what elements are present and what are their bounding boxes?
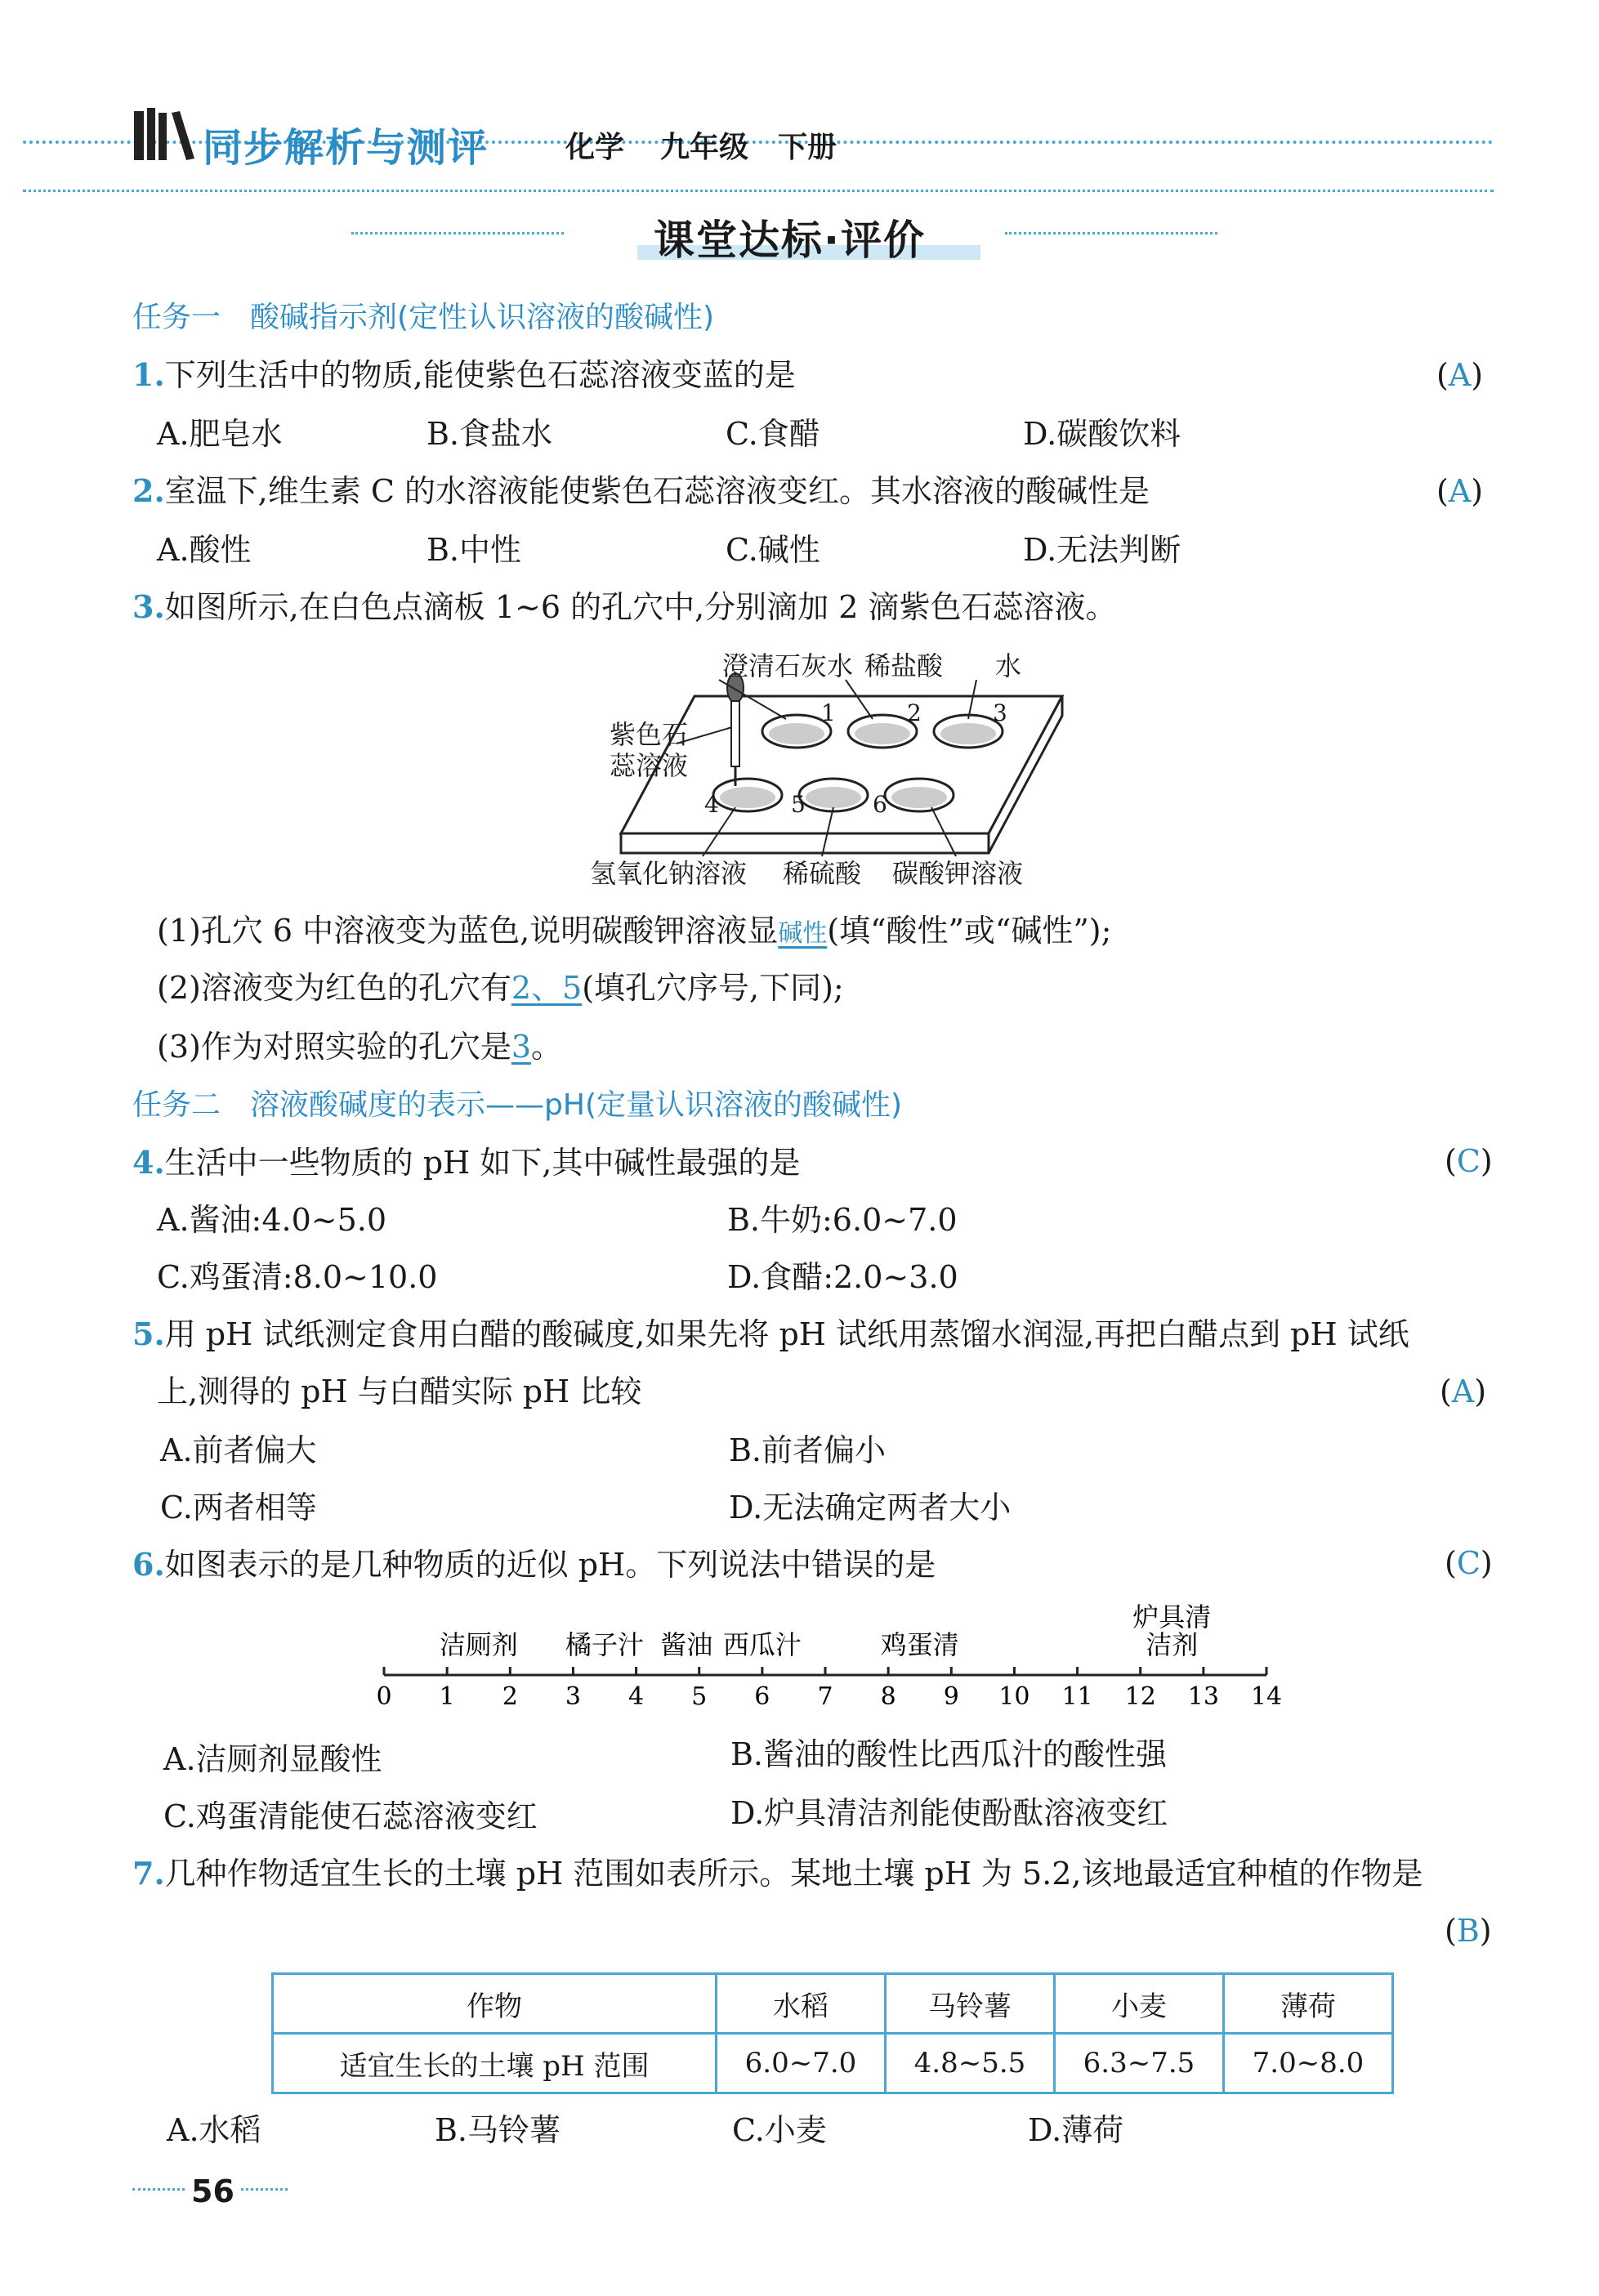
- well-6: [885, 779, 954, 811]
- q2-option-d[interactable]: D.无法判断: [1023, 532, 1181, 568]
- book-title: 同步解析与测评: [203, 125, 489, 171]
- label-k2co3: 碳酸钾溶液: [892, 858, 1024, 889]
- well-number-6: 6: [873, 791, 887, 818]
- q4-answer-value: C: [1456, 1143, 1481, 1179]
- q4-stem: [132, 1144, 800, 1182]
- q3-sub2-text: (2)溶液变为红色的孔穴有: [157, 970, 511, 1006]
- task2-title: [132, 1087, 902, 1124]
- q1-text: 下列生活中的物质,能使紫色石蕊溶液变蓝的是: [164, 357, 796, 393]
- table-cell: 7.0~8.0: [1224, 2034, 1393, 2093]
- q3-sub3: [157, 1028, 562, 1065]
- q5-option-c[interactable]: C.两者相等: [160, 1490, 317, 1525]
- section-title: 课堂达标·评价: [654, 217, 926, 264]
- table-cell: 6.3~7.5: [1055, 2034, 1224, 2093]
- label-litmus-2: 蕊溶液: [610, 750, 689, 781]
- q6-option-d[interactable]: D.炉具清洁剂能使酚酞溶液变红: [730, 1795, 1168, 1831]
- q4-option-d[interactable]: D.食醋:2.0~3.0: [727, 1259, 958, 1295]
- q4-option-c[interactable]: C.鸡蛋清:8.0~10.0: [157, 1259, 438, 1295]
- q6-option-a[interactable]: A.洁厕剂显酸性: [163, 1741, 382, 1777]
- label-water: 水: [995, 650, 1022, 681]
- q3-sub2-hint: (填孔穴序号,下同);: [582, 970, 844, 1006]
- q3-stem: [132, 588, 1117, 626]
- ph-scale-svg: [360, 1601, 1307, 1716]
- q6-answer: (C): [1445, 1545, 1493, 1581]
- q2-text: 室温下,维生素 C 的水溶液能使紫色石蕊溶液变红。其水溶液的酸碱性是: [164, 473, 1150, 509]
- ph-tick-label: 10: [998, 1682, 1030, 1711]
- ph-substance-label: 洁剂: [1146, 1629, 1199, 1660]
- ph-tick-label: 5: [691, 1682, 708, 1711]
- q1-option-b[interactable]: B.食盐水: [427, 416, 553, 452]
- ph-tick-label: 13: [1187, 1682, 1219, 1711]
- ph-tick-label: 9: [943, 1682, 959, 1711]
- well-5: [799, 779, 868, 811]
- q7-stem: [132, 1855, 1423, 1892]
- q3-sub1-answer: 碱性: [778, 919, 828, 948]
- q3-sub1-hint: (填“酸性”或“碱性”);: [827, 913, 1112, 949]
- q7-option-c[interactable]: C.小麦: [732, 2112, 827, 2148]
- page-number: 56: [185, 2173, 241, 2209]
- q5-option-d[interactable]: D.无法确定两者大小: [729, 1490, 1012, 1525]
- q3-sub3-answer: 3: [511, 1029, 532, 1065]
- q7-option-b[interactable]: B.马铃薯: [435, 2112, 561, 2148]
- plate-front: [621, 833, 989, 853]
- table-cell: 适宜生长的土壤 pH 范围: [273, 2034, 717, 2093]
- ph-scale-figure: [360, 1601, 1307, 1716]
- q1-option-c[interactable]: C.食醋: [726, 416, 820, 452]
- q5-answer: (A): [1440, 1374, 1487, 1409]
- ph-substance-label: 酱油: [660, 1629, 713, 1660]
- well-number-1: 1: [821, 699, 836, 726]
- label-naoh: 氢氧化钠溶液: [590, 858, 748, 889]
- q3-sub1: [157, 912, 1111, 953]
- q3-sub1-text: (1)孔穴 6 中溶液变为蓝色,说明碳酸钾溶液显: [157, 913, 779, 949]
- q2-option-a[interactable]: A.酸性: [157, 532, 252, 568]
- q7-answer-value: B: [1456, 1913, 1480, 1949]
- task1-title-main: 任务一 酸碱指示剂: [132, 301, 398, 334]
- well-4: [713, 779, 782, 811]
- q4-text: 生活中一些物质的 pH 如下,其中碱性最强的是: [164, 1145, 801, 1181]
- q6-option-c[interactable]: C.鸡蛋清能使石蕊溶液变红: [163, 1798, 538, 1834]
- label-dilute-hcl: 稀盐酸: [864, 650, 944, 681]
- q5-stem-line1: [132, 1316, 1409, 1353]
- q5-answer-value: A: [1451, 1374, 1475, 1409]
- q1-answer: (A): [1436, 357, 1484, 393]
- well-number-2: 2: [907, 699, 922, 726]
- q3-sub3-text: (3)作为对照实验的孔穴是: [157, 1029, 511, 1065]
- ph-substance-label: 西瓜汁: [722, 1629, 802, 1660]
- subject: 化学: [565, 131, 625, 164]
- grade: 九年级: [660, 131, 749, 164]
- q1-option-a[interactable]: A.肥皂水: [157, 416, 283, 452]
- q1-option-d[interactable]: D.碳酸饮料: [1023, 416, 1181, 452]
- q5-option-a[interactable]: A.前者偏大: [160, 1432, 317, 1468]
- ph-substance-label: 橘子汁: [565, 1629, 645, 1660]
- q3-sub3-end: 。: [531, 1029, 563, 1065]
- q7-option-a[interactable]: A.水稻: [167, 2112, 261, 2148]
- q4-option-b[interactable]: B.牛奶:6.0~7.0: [727, 1202, 958, 1238]
- q7-number: 7.: [132, 1855, 165, 1892]
- q7-text: 几种作物适宜生长的土壤 pH 范围如表所示。某地土壤 pH 为 5.2,该地最适宜种植的作物是: [164, 1856, 1423, 1892]
- well-number-5: 5: [791, 791, 806, 818]
- ph-tick-label: 2: [502, 1682, 518, 1711]
- table-cell: 4.8~5.5: [886, 2034, 1055, 2093]
- ph-tick-label: 3: [565, 1682, 581, 1711]
- q3-sub2-answer: 2、5: [511, 970, 583, 1006]
- header-dotted-line-bottom: [23, 190, 1494, 192]
- q5-stem-line2: 上,测得的 pH 与白醋实际 pH 比较: [157, 1374, 642, 1409]
- q3-text: 如图所示,在白色点滴板 1~6 的孔穴中,分别滴加 2 滴紫色石蕊溶液。: [164, 589, 1117, 625]
- ph-tick-label: 7: [817, 1682, 833, 1711]
- q4-option-a[interactable]: A.酱油:4.0~5.0: [157, 1202, 387, 1238]
- ph-substance-label: 鸡蛋清: [880, 1629, 959, 1660]
- q2-stem: [132, 472, 1150, 510]
- ph-tick-label: 12: [1124, 1682, 1156, 1711]
- q6-option-b[interactable]: B.酱油的酸性比西瓜汁的酸性强: [730, 1736, 1168, 1772]
- task1-title: [132, 299, 714, 337]
- q2-answer: (A): [1436, 473, 1484, 509]
- task1-subtitle: (定性认识溶液的酸碱性): [397, 301, 715, 334]
- label-limewater: 澄清石灰水: [722, 650, 854, 681]
- q6-answer-value: C: [1456, 1545, 1481, 1581]
- q3-sub2: [157, 969, 844, 1007]
- crop-ph-table: [271, 1972, 1394, 2094]
- q6-stem: [132, 1546, 936, 1584]
- ph-tick-label: 14: [1250, 1682, 1283, 1711]
- table-cell: 6.0~7.0: [717, 2034, 886, 2093]
- q1-answer-value: A: [1448, 357, 1472, 393]
- q2-option-b[interactable]: B.中性: [427, 532, 522, 568]
- q4-answer: (C): [1445, 1143, 1493, 1179]
- q7-option-d[interactable]: D.薄荷: [1028, 2112, 1124, 2148]
- q1-stem: [132, 356, 796, 394]
- task2-title-main: 任务二 溶液酸碱度的表示——pH: [132, 1088, 585, 1122]
- ph-tick-label: 0: [376, 1682, 392, 1711]
- q7-answer: (B): [1445, 1913, 1492, 1949]
- q5-option-b[interactable]: B.前者偏小: [729, 1432, 887, 1468]
- q6-text: 如图表示的是几种物质的近似 pH。下列说法中错误的是: [164, 1547, 936, 1583]
- task2-subtitle: (定量认识溶液的酸碱性): [584, 1088, 903, 1122]
- volume: 下册: [778, 131, 837, 164]
- q5-text-1: 用 pH 试纸测定食用白醋的酸碱度,如果先将 pH 试纸用蒸馏水润湿,再把白醋点到 pH 试纸: [164, 1316, 1409, 1352]
- q6-number: 6.: [132, 1546, 165, 1583]
- ph-substance-label: 炉具清: [1132, 1601, 1212, 1633]
- q1-number: 1.: [132, 356, 165, 393]
- ph-tick-label: 11: [1061, 1682, 1093, 1711]
- q2-option-c[interactable]: C.碱性: [726, 532, 820, 568]
- q4-number: 4.: [132, 1144, 165, 1181]
- table-header-row: [273, 1974, 1393, 2034]
- q2-answer-value: A: [1448, 473, 1472, 509]
- books-logo-icon: [132, 105, 198, 163]
- ph-tick-label: 8: [880, 1682, 896, 1711]
- label-litmus-1: 紫色石: [610, 719, 689, 750]
- table-row: [273, 2034, 1393, 2093]
- table-header-cell: 薄荷: [1224, 1974, 1393, 2034]
- q3-number: 3.: [132, 588, 165, 625]
- ph-tick-label: 6: [754, 1682, 770, 1711]
- ph-tick-label: 1: [439, 1682, 455, 1711]
- ph-tick-label: 4: [628, 1682, 645, 1711]
- q2-number: 2.: [132, 472, 165, 509]
- q5-number: 5.: [132, 1316, 165, 1352]
- title-right-ornament: [1005, 232, 1217, 235]
- well-number-3: 3: [993, 699, 1007, 726]
- well-number-4: 4: [704, 791, 719, 818]
- table-header-cell: 水稻: [717, 1974, 886, 2034]
- table-header-cell: 作物: [273, 1974, 717, 2034]
- table-header-cell: 小麦: [1055, 1974, 1224, 2034]
- ph-substance-label: 洁厕剂: [439, 1629, 518, 1660]
- label-h2so4: 稀硫酸: [783, 858, 862, 889]
- table-header-cell: 马铃薯: [886, 1974, 1055, 2034]
- title-left-ornament: [351, 232, 564, 235]
